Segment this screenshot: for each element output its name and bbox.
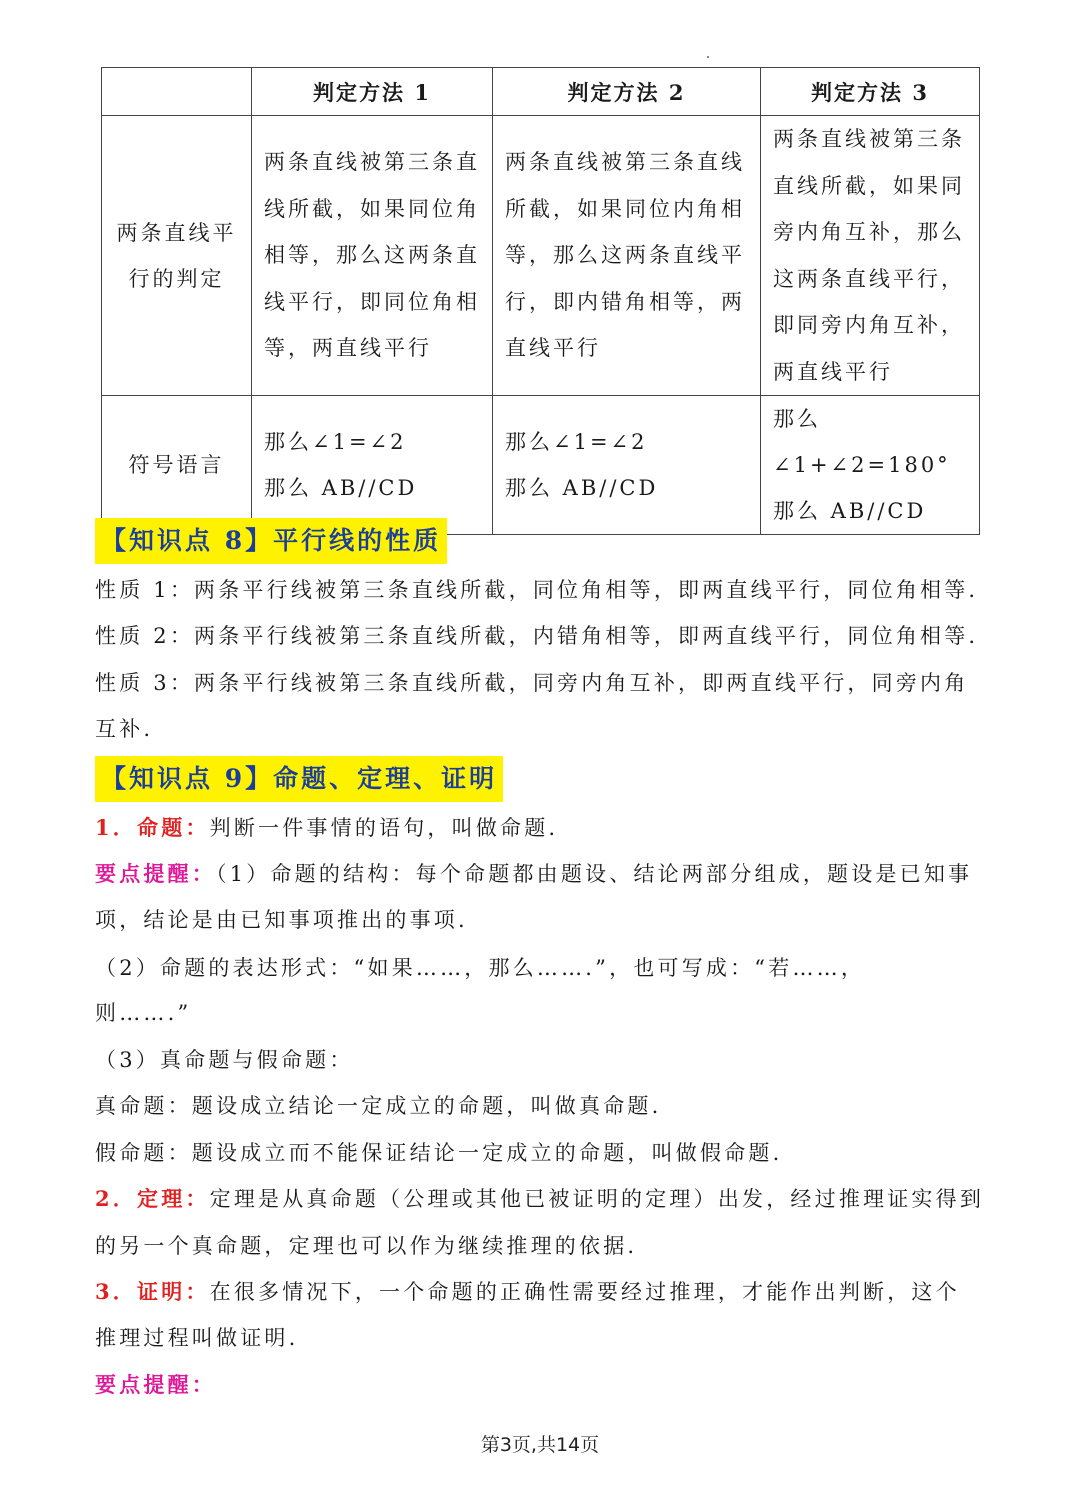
- header-method-3: 判定方法 3: [761, 68, 980, 116]
- tip-structure-cont: 项，结论是由已知事项推出的事项.: [95, 908, 468, 932]
- row-label-symbol: 符号语言: [102, 396, 252, 535]
- property-1: 性质 1：两条平行线被第三条直线所截，同位角相等，即两直线平行，同位角相等.: [95, 578, 979, 602]
- page-number: 第3页,共14页: [480, 1434, 600, 1456]
- expression-form-cont: 则…….”: [95, 1001, 192, 1025]
- proposition-label: 1．命题：: [95, 815, 210, 840]
- theorem-label: 2．定理：: [95, 1186, 210, 1211]
- tip-label: 要点提醒：: [95, 861, 216, 886]
- property-3-cont: 互补.: [95, 717, 154, 741]
- proof-label: 3．证明：: [95, 1279, 210, 1304]
- true-proposition: 真命题：题设成立结论一定成立的命题，叫做真命题.: [95, 1094, 662, 1118]
- cell-symbol-2: 那么∠1=∠2 那么 AB//CD: [493, 396, 761, 535]
- header-method-2: 判定方法 2: [493, 68, 761, 116]
- header-empty: [102, 68, 252, 116]
- theorem-def: 2．定理：定理是从真命题（公理或其他已被证明的定理）出发，经过推理证实得到: [95, 1186, 985, 1211]
- proof-def: 3．证明：在很多情况下，一个命题的正确性需要经过推理，才能作出判断，这个: [95, 1279, 960, 1304]
- property-2: 性质 2：两条平行线被第三条直线所截，内错角相等，即两直线平行，同位角相等.: [95, 624, 979, 648]
- tip2-label: 要点提醒：: [95, 1372, 216, 1397]
- cell-symbol-1: 那么∠1=∠2 那么 AB//CD: [252, 396, 493, 535]
- cell-method-2: 两条直线被第三条直线 所截，如果同位内角相 等，那么这两条直线平 行，即内错角相等，两 直线平行: [493, 116, 761, 396]
- cell-symbol-3: 那么∠1+∠2=180° 那么 AB//CD: [761, 396, 980, 535]
- false-proposition: 假命题：题设成立而不能保证结论一定成立的命题，叫做假命题.: [95, 1141, 783, 1165]
- header-method-1: 判定方法 1: [252, 68, 493, 116]
- cell-method-3: 两条直线被第三条 直线所截，如果同 旁内角互补，那么 这两条直线平行， 即同旁内角互补， 两直线平行: [761, 116, 980, 396]
- tip-structure: 要点提醒：（1）命题的结构：每个命题都由题设、结论两部分组成，题设是已知事: [95, 861, 973, 886]
- kp9-heading: 【知识点 9】命题、定理、证明: [95, 756, 503, 802]
- tip2: [95, 1370, 216, 1400]
- parallel-judgement-table: [101, 67, 980, 535]
- table-header-row: [102, 68, 980, 116]
- expression-form: （2）命题的表达形式：“如果……，那么…….”，也可写成：“若……，: [95, 956, 866, 980]
- table-row-symbol: [102, 396, 980, 535]
- scan-dot: [707, 56, 709, 58]
- cell-method-1: 两条直线被第三条直 线所截，如果同位角 相等，那么这两条直 线平行，即同位角相 等，两直线平行: [252, 116, 493, 396]
- theorem-def-cont: 的另一个真命题，定理也可以作为继续推理的依据.: [95, 1234, 638, 1258]
- proof-def-cont: 推理过程叫做证明.: [95, 1326, 299, 1350]
- table-row-judgement: [102, 116, 980, 396]
- row-label-judgement: 两条直线平 行的判定: [102, 116, 252, 396]
- true-false-title: （3）真命题与假命题：: [95, 1048, 354, 1072]
- property-3: 性质 3：两条平行线被第三条直线所截，同旁内角互补，即两直线平行，同旁内角: [95, 671, 969, 695]
- kp8-heading: 【知识点 8】平行线的性质: [95, 518, 447, 564]
- proposition-def: 1．命题：判断一件事情的语句，叫做命题.: [95, 815, 559, 840]
